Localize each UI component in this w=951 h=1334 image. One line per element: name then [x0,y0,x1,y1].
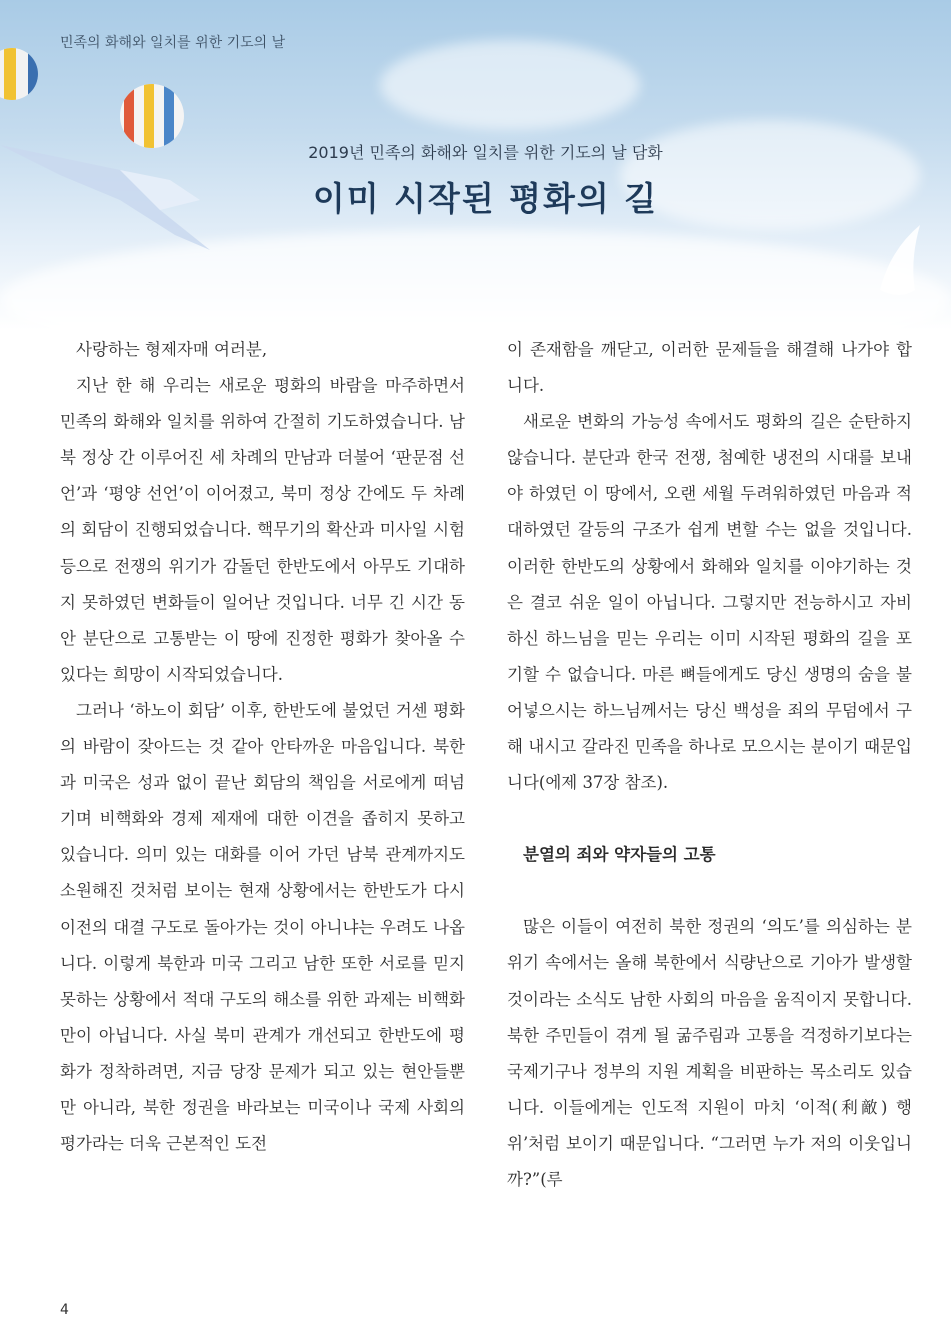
paragraph: 많은 이들이 여전히 북한 정권의 ‘의도’를 의심하는 분위기 속에서는 올해 북한에서 식량난으로 기아가 발생할 것이라는 소식도 남한 사회의 마음을 움직이지 못합니다. 북한 주민들이 겪게 될 굶주림과 고통을 걱정하기보다는 국제기구나 정부의 지원 계획을 비판하는 목소리도 있습니다. 이들에게는 인도적 지원이 마치 ‘이적(利敵) 행위’처럼 보이기 때문입니다. “그러면 누가 저의 이웃입니까?”(루 [507,917,912,1189]
running-header: 민족의 화해와 일치를 위한 기도의 날 [60,35,286,51]
section-heading: 분열의 죄와 약자들의 고통 [523,845,716,865]
paragraph: 그러나 ‘하노이 회담’ 이후, 한반도에 불었던 거센 평화의 바람이 잦아드는 것 같아 안타까운 마음입니다. 북한과 미국은 성과 없이 끝난 회담의 책임을 서로에게 떠넘기며 비핵화와 경제 제재에 대한 이견을 좁히지 못하고 있습니다. 의미 있는 대화를 이어 가던 남북 관계까지도 소원해진 것처럼 보이는 현재 상황에서는 한반도가 다시 이전의 대결 구도로 돌아가는 것이 아니냐는 우려도 나옵니다. 이렇게 북한과 미국 그리고 남한 또한 서로를 믿지 못하는 상황에서 적대 구도의 해소를 위한 과제는 비핵화만이 아닙니다. 사실 북미 관계가 개선되고 한반도에 평화가 정착하려면, 지금 당장 문제가 되고 있는 현안들뿐만 아니라, 북한 정권을 바라보는 미국이나 국제 사회의 평가라는 더욱 근본적인 도전 [60,700,465,1154]
article-subtitle: 2019년 민족의 화해와 일치를 위한 기도의 날 담화 [308,143,663,162]
paragraph: 이 존재함을 깨닫고, 이러한 문제들을 해결해 나가야 합니다. [507,340,912,396]
article-title: 이미 시작된 평화의 길 [312,179,659,218]
page-number: 4 [60,1302,69,1318]
right-column [507,332,912,1198]
paragraph: 사랑하는 형제자매 여러분, [76,340,268,359]
balloon-left [0,44,50,114]
paragraph: 지난 한 해 우리는 새로운 평화의 바람을 마주하면서 민족의 화해와 일치를 위하여 간절히 기도하였습니다. 남북 정상 간 이루어진 세 차례의 만남과 더불어 ‘판문점 선언’과 ‘평양 선언’이 이어졌고, 북미 정상 간에도 두 차례의 회담이 진행되었습니다. 핵무기의 확산과 미사일 시험 등으로 전쟁의 위기가 감돌던 한반도에서 아무도 기대하지 못하였던 변화들이 일어난 것입니다. 너무 긴 시간 동안 분단으로 고통받는 이 땅에 진정한 평화가 찾아올 수 있다는 희망이 시작되었습니다. [60,376,465,684]
dove-icon [880,225,920,295]
sky-banner [0,0,951,330]
left-column [60,332,465,1162]
paragraph: 새로운 변화의 가능성 속에서도 평화의 길은 순탄하지 않습니다. 분단과 한국 전쟁, 첨예한 냉전의 시대를 보내야 하였던 이 땅에서, 오랜 세월 두려워하였던 마음과 적대하였던 갈등의 구조가 쉽게 변할 수는 없을 것입니다. 이러한 한반도의 상황에서 화해와 일치를 이야기하는 것은 결코 쉬운 일이 아닙니다. 그렇지만 전능하시고 자비하신 하느님을 믿는 우리는 이미 시작된 평화의 길을 포기할 수 없습니다. 마른 뼈들에게도 당신 생명의 숨을 불어넣으시는 하느님께서는 당신 백성을 죄의 무덤에서 구해 내시고 갈라진 민족을 하나로 모으시는 분이기 때문입니다(에제 37장 참조). [507,412,912,793]
